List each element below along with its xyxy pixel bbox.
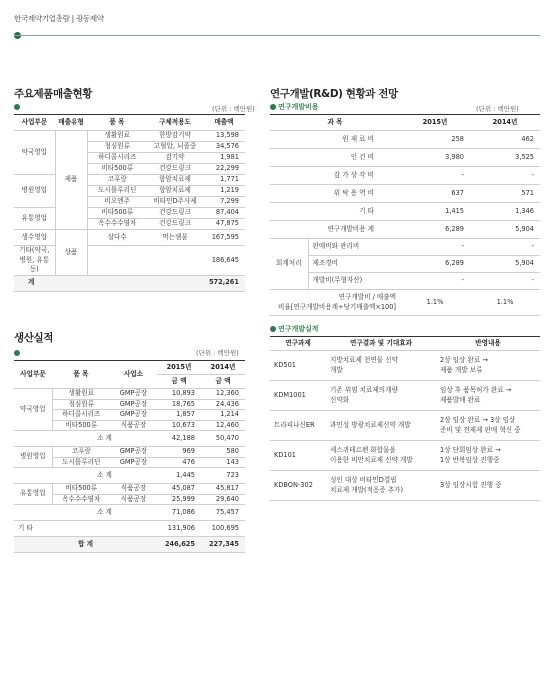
table-cell: 고혈압, 뇌졸중 [147, 142, 203, 153]
col-header: 2014년 [470, 115, 540, 131]
table-cell: 옥수수수염차 [87, 219, 147, 230]
table-cell: 도시틀루리딘 [52, 457, 110, 468]
document-header: 한국제약기업총람 | 광동제약 [14, 14, 104, 23]
other-value: 100,695 [201, 521, 245, 537]
table-cell: 1상 단회임상 완료 → 1상 반복임상 진행중 [436, 441, 540, 471]
table-cell: 판매비와 관리비 [308, 239, 400, 256]
table-cell: 비타500류 [87, 208, 147, 219]
table-row [14, 246, 245, 276]
header-rule [14, 35, 540, 36]
table-cell: KDBON-302 [270, 471, 326, 501]
table-cell: GMP공장 [110, 389, 157, 400]
table-cell: 13,598 [203, 131, 245, 142]
table-row [14, 537, 245, 553]
table-cell: 비타500류 [87, 164, 147, 175]
table-cell: KDM1001 [270, 381, 326, 411]
perf-bullet [14, 350, 20, 356]
table-cell: 항암치료제 [147, 175, 203, 186]
table-cell: - [470, 239, 540, 256]
table-cell: 생활원료 [87, 131, 147, 142]
table-cell: 건강드링크 [147, 219, 203, 230]
table-cell: 인 건 비 [270, 149, 400, 167]
table-row [270, 381, 540, 411]
table-cell: 트라피나신ER [270, 411, 326, 441]
table-cell: 143 [201, 457, 245, 468]
col-header: 2015년 [157, 361, 201, 375]
table-cell: 1,857 [157, 410, 201, 421]
rnd-results-table [270, 336, 540, 501]
col-header: 반영내용 [436, 337, 540, 351]
subtotal-value: 71,086 [157, 505, 201, 521]
table-row [270, 441, 540, 471]
table-cell: 개발비(무형자산) [308, 273, 400, 290]
table-cell: 186,645 [203, 246, 245, 276]
table-row [14, 230, 245, 246]
table-cell: 5,904 [470, 221, 540, 239]
table-cell: 항암치료제 [147, 186, 203, 197]
ratio-value: 1.1% [470, 290, 540, 316]
table-cell: 원 재 료 비 [270, 131, 400, 149]
type-cell: 상품 [55, 230, 87, 276]
table-cell: 감 가 상 각 비 [270, 167, 400, 185]
table-row [14, 505, 245, 521]
rnd-title: 연구개발(R&D) 현황과 전망 [270, 88, 398, 100]
total-value: 572,261 [203, 275, 245, 291]
table-row [270, 471, 540, 501]
table-row [14, 275, 245, 291]
table-cell: 식품공장 [110, 484, 157, 495]
total-value: 246,625 [157, 537, 201, 553]
perf-unit: (단위 : 백만원) [196, 349, 239, 357]
col-header: 사업부문 [14, 361, 52, 389]
division-cell: 유통영업 [14, 208, 55, 230]
other-label: 기 타 [14, 521, 157, 537]
table-cell: 청심원류 [52, 399, 110, 410]
table-cell: 29,640 [201, 494, 245, 505]
table-cell: 7,299 [203, 197, 245, 208]
table-cell: 25,999 [157, 494, 201, 505]
table-cell: 과민성 방광치료제신약 개발 [326, 411, 436, 441]
table-cell: 비타민D주사제 [147, 197, 203, 208]
type-cell: 제품 [55, 131, 87, 230]
table-cell: GMP공장 [110, 457, 157, 468]
table-cell: 연구개발비용 계 [270, 221, 400, 239]
subtotal-value: 42,188 [157, 431, 201, 447]
table-cell: 571 [470, 185, 540, 203]
table-cell: 기존 위염 치료제의개량 신약화 [326, 381, 436, 411]
table-cell: 삼다수 [87, 230, 147, 246]
table-row [270, 411, 540, 441]
table-row [14, 521, 245, 537]
table-row [270, 239, 540, 256]
table-cell: 지방치료제 천연물 신약 개발 [326, 351, 436, 381]
table-cell: 건강드링크 [147, 164, 203, 175]
table-cell: 637 [400, 185, 470, 203]
col-header: 매출액 [203, 115, 245, 131]
rnd-cost-table [270, 114, 540, 316]
table-row [270, 351, 540, 381]
col-header: 연구과제 [270, 337, 326, 351]
subtotal-value: 50,470 [201, 431, 245, 447]
table-cell: 10,893 [157, 389, 201, 400]
table-cell: 47,875 [203, 219, 245, 230]
other-value: 131,906 [157, 521, 201, 537]
rnd-cost-label: 연구개발비용 [278, 103, 319, 111]
col-header: 사업소 [110, 361, 157, 389]
col-header: 금 액 [157, 375, 201, 389]
table-cell: - [400, 167, 470, 185]
total-value: 227,345 [201, 537, 245, 553]
table-row [14, 484, 245, 495]
table-cell: 성인 대상 비타민D결핍 치료제 개발(적응증 추가) [326, 471, 436, 501]
table-cell: 하디콜시리즈 [52, 410, 110, 421]
table-cell: - [400, 239, 470, 256]
division-cell: 기타(약국, 병원, 유통 등) [14, 246, 55, 276]
table-row [14, 431, 245, 447]
table-cell: 5,904 [470, 256, 540, 273]
table-row [14, 175, 245, 186]
division-cell: 병원영업 [14, 175, 55, 208]
col-header: 사업부문 [14, 115, 55, 131]
table-cell: 감기약 [147, 153, 203, 164]
rnd-results-bullet [270, 326, 276, 332]
table-cell: - [400, 273, 470, 290]
table-cell: 1,981 [203, 153, 245, 164]
table-cell: 258 [400, 131, 470, 149]
table-cell: 임상 후 품목허가 완료 → 제품발매 완료 [436, 381, 540, 411]
accounting-label: 회계처리 [270, 239, 308, 290]
table-cell: 도시틀루리딘 [87, 186, 147, 197]
table-cell: 10,673 [157, 420, 201, 431]
table-cell: 기 타 [270, 203, 400, 221]
table-cell: 87,404 [203, 208, 245, 219]
sales-table [14, 114, 245, 292]
col-header: 2015년 [400, 115, 470, 131]
table-cell: 45,087 [157, 484, 201, 495]
table-cell: 세스퀴테르펜 화합물을 이용한 비만치료제 신약 개발 [326, 441, 436, 471]
table-cell: 2상 임상 완료 → 제품 개발 보류 [436, 351, 540, 381]
subtotal-label: 소 계 [14, 468, 157, 484]
division-cell: 유통영업 [14, 484, 52, 505]
subtotal-value: 75,457 [201, 505, 245, 521]
table-cell: KD501 [270, 351, 326, 381]
col-header: 구체적용도 [147, 115, 203, 131]
production-table [14, 360, 245, 553]
table-cell: 24,436 [201, 399, 245, 410]
table-cell: 462 [470, 131, 540, 149]
table-row [270, 167, 540, 185]
table-cell: 비타500류 [52, 420, 110, 431]
table-cell: 한방감기약 [147, 131, 203, 142]
table-cell: 12,360 [201, 389, 245, 400]
table-cell: 1,219 [203, 186, 245, 197]
table-row [270, 256, 540, 273]
table-cell: 청심원류 [87, 142, 147, 153]
ratio-value: 1.1% [400, 290, 470, 316]
table-row [270, 131, 540, 149]
rnd-results-label: 연구개발실적 [278, 325, 319, 333]
subtotal-label: 소 계 [14, 505, 157, 521]
ratio-label: 연구개발비 / 매출액 비율[연구개발비용계÷당기매출액×100] [270, 290, 400, 316]
perf-title: 생산실적 [14, 332, 53, 344]
table-row [270, 203, 540, 221]
division-cell: 약국영업 [14, 131, 55, 175]
table-cell: - [470, 167, 540, 185]
table-cell: 먹는샘물 [147, 230, 203, 246]
table-row [270, 290, 540, 316]
table-cell: 12,460 [201, 420, 245, 431]
division-cell: 약국영업 [14, 389, 52, 431]
table-cell: 45,817 [201, 484, 245, 495]
table-cell: 1,214 [201, 410, 245, 421]
table-cell: 969 [157, 447, 201, 458]
sales-title: 주요제품매출현황 [14, 88, 92, 100]
table-cell: 코푸랑 [87, 175, 147, 186]
table-row [14, 447, 245, 458]
table-row [14, 208, 245, 219]
col-header: 2014년 [201, 361, 245, 375]
table-cell: 34,576 [203, 142, 245, 153]
table-cell: - [470, 273, 540, 290]
table-cell: 코푸랑 [52, 447, 110, 458]
table-cell: 22,299 [203, 164, 245, 175]
table-cell: 580 [201, 447, 245, 458]
table-row [270, 273, 540, 290]
col-header: 금 액 [201, 375, 245, 389]
table-cell: 비오엔주 [87, 197, 147, 208]
table-row [14, 389, 245, 400]
table-cell: KD101 [270, 441, 326, 471]
division-cell: 생수영업 [14, 230, 55, 246]
table-cell: 위 탁 용 역 비 [270, 185, 400, 203]
subtotal-value: 1,445 [157, 468, 201, 484]
table-cell: 18,765 [157, 399, 201, 410]
rnd-bullet [270, 104, 276, 110]
rnd-unit: (단위 : 백만원) [476, 105, 519, 113]
table-row [270, 185, 540, 203]
table-cell: GMP공장 [110, 447, 157, 458]
table-cell: 167,595 [203, 230, 245, 246]
col-header: 품 목 [52, 361, 110, 389]
table-cell: 3,525 [470, 149, 540, 167]
table-row [270, 221, 540, 239]
table-cell: 제조경비 [308, 256, 400, 273]
table-cell: 생활원료 [52, 389, 110, 400]
table-cell: 476 [157, 457, 201, 468]
table-cell: 옥수수수염차 [52, 494, 110, 505]
table-cell: 3,980 [400, 149, 470, 167]
table-cell: 식품공장 [110, 494, 157, 505]
table-cell: 6,289 [400, 221, 470, 239]
table-cell: 1,415 [400, 203, 470, 221]
table-cell: 비타500류 [52, 484, 110, 495]
table-cell: 3상 임상시험 진행 중 [436, 471, 540, 501]
table-cell: 6,289 [400, 256, 470, 273]
table-cell: 건강드링크 [147, 208, 203, 219]
total-label: 합 계 [14, 537, 157, 553]
division-cell: 병원영업 [14, 447, 52, 468]
col-header: 품 목 [87, 115, 147, 131]
table-row [14, 131, 245, 142]
total-label: 계 [14, 275, 203, 291]
col-header: 매출유형 [55, 115, 87, 131]
table-cell: 식품공장 [110, 420, 157, 431]
col-header: 과 목 [270, 115, 400, 131]
col-header: 연구결과 및 기대효과 [326, 337, 436, 351]
table-row [14, 468, 245, 484]
table-cell: 1,346 [470, 203, 540, 221]
table-cell [87, 246, 203, 276]
table-cell: 2상 임상 완료 → 3상 임상 준비 및 전제제 판매 혁신 중 [436, 411, 540, 441]
table-cell: 하디콜시리즈 [87, 153, 147, 164]
sales-bullet [14, 104, 20, 110]
table-row [270, 149, 540, 167]
sales-unit: (단위 : 백만원) [212, 105, 255, 113]
table-cell: GMP공장 [110, 399, 157, 410]
table-cell: GMP공장 [110, 410, 157, 421]
subtotal-label: 소 계 [14, 431, 157, 447]
table-cell: 1,771 [203, 175, 245, 186]
subtotal-value: 723 [201, 468, 245, 484]
